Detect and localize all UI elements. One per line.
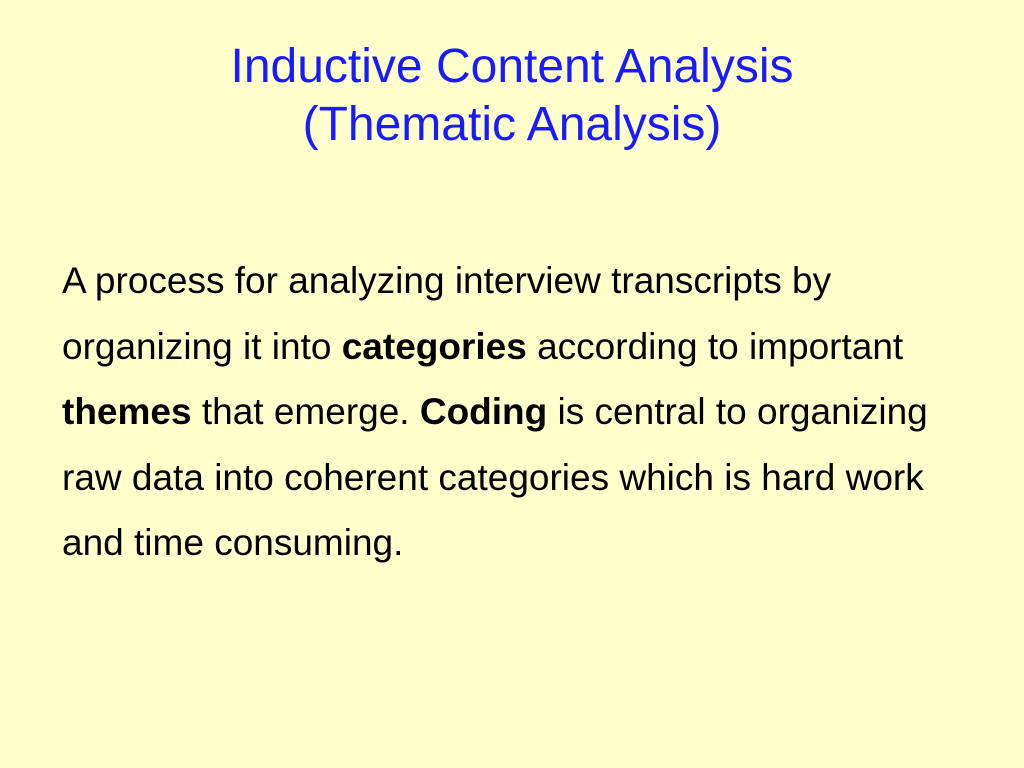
body-text-segment-2: according to important — [526, 325, 904, 367]
slide-title-line-1: Inductive Content Analysis — [230, 40, 794, 93]
term-categories: categories — [341, 325, 527, 367]
term-coding: Coding — [419, 391, 548, 433]
slide-title-line-2: (Thematic Analysis) — [302, 98, 722, 151]
body-text-segment-1: A process for analyzing interview transcripts by organizing it into — [62, 260, 832, 367]
slide-title — [0, 38, 1024, 154]
body-text-segment-4: is central to organizing raw data into coherent categories which is hard work and time consuming. — [62, 391, 928, 564]
body-text-segment-3: that emerge. — [191, 391, 420, 433]
slide-body-paragraph — [62, 248, 962, 576]
term-themes: themes — [62, 391, 192, 433]
